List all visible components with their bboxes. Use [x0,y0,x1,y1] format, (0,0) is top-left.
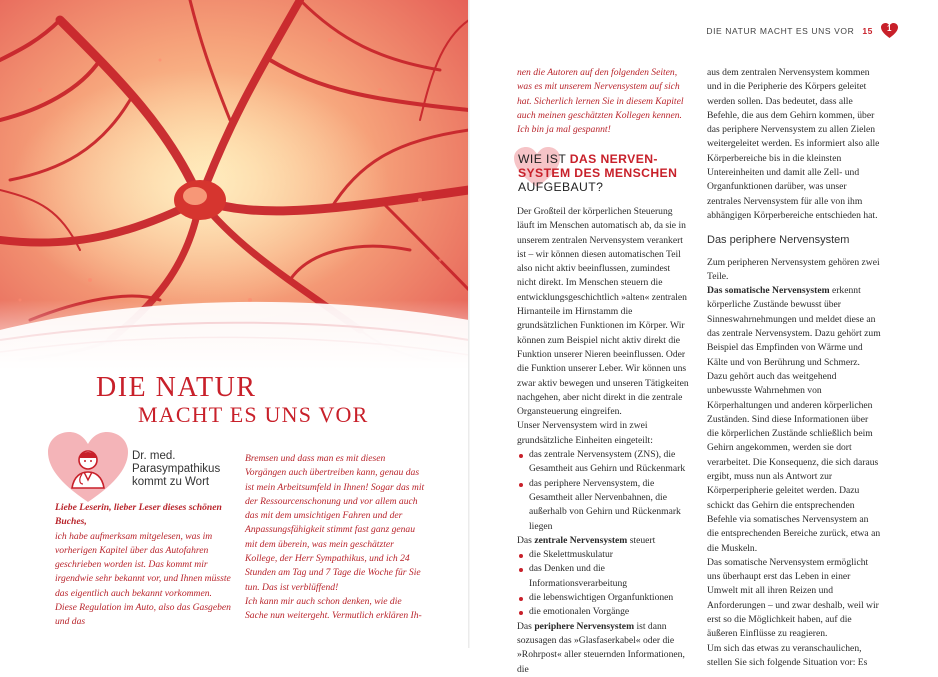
section-heading-pre: WIE IST [518,152,570,166]
list-item: die Skelettmuskulatur [517,548,691,562]
bold-term: periphere Nervensystem [534,620,635,632]
paragraph: Der Großteil der körperlichen Steuerung läuft im Menschen automatisch ab, da sie in unserem zentralen Nervensystem verankert ist – wir können diesen automatischen Teil also nicht aktiv beeinflussen, zumindest nicht direkt. Im Menschen steuern die entwicklungsgeschichtlich »alten« zentralen Hirnanteile im Hirnstamm die grundsätzlichen Funktionen im Körper. Wir können zum Beispiel nicht aktiv direkt die Funktion unserer Nieren beeinflussen. Oder die Funktion unserer Leber. Wir können uns zwar aktiv bewegen und unseren Tätigkeiten nachgehen, aber nicht direkt in die zentrale Organsteuerung eingreifen. [517,206,689,418]
text: Das [517,534,535,546]
speech-column-1 [55,501,235,630]
bold-term: zentrale Nervensystem [534,534,628,546]
bullet-list [517,448,691,534]
paragraph: Zum peripheren Nervensystem gehören zwei Teile. [707,256,880,282]
section-heading [518,152,693,194]
left-page [0,0,469,648]
heart-icon [48,432,128,504]
chapter-title-line1: DIE NATUR [96,372,257,403]
neuron-illustration [0,0,469,370]
paragraph: Um sich das etwas zu veranschaulichen, stellen Sie sich folgende Situation vor: Es [707,642,868,668]
chapter-title-line2: MACHT ES UNS VOR [138,402,369,427]
speech-text-2: Bremsen und dass man es mit diesen Vorgängen auch übertreiben kann, genau das ist mein Arbeitsumfeld in Ihnen! Sogar das mit der Ressourcenschonung und vor allem auch das mit dem umsichtigen Fahren und der Anpassungsfähigkeit stimmt fast ganz genau mit dem überein, was mein geschätzter Kollege, der Herr Sympathikus, und ich 24 Stunden am Tag und 7 Tage die Woche für Sie tun. Das ist verblüffend! [245,453,425,593]
list-item: die emotionalen Vorgänge [517,605,691,619]
subheading: Das periphere Nervensystem [707,234,850,247]
paragraph [707,284,881,556]
byline: Dr. med. Parasympathikus kommt zu Wort [132,450,221,488]
list-item: das zentrale Nervensystem (ZNS), die Gesamtheit aus Gehirn und Rückenmark [517,448,691,477]
page-number: 15 [862,25,873,36]
list-item: die lebenswichtigen Organfunktionen [517,591,691,605]
paragraph [517,620,691,677]
list-item: das periphere Nervensystem, die Gesamtheit aller Nervenbahnen, die außerhalb von Gehirn und Rückenmark liegen [517,477,691,534]
section-heading-bold2: SYSTEM DES MENSCHEN [518,166,678,180]
salutation: Liebe Leserin, lieber Leser dieses schönen Buches, [55,502,222,528]
chapter-badge [881,23,898,38]
speech-text-3: Ich kann mir auch schon denken, wie die Sache nun weitergeht. Vermutlich erklären Ih- [245,595,422,622]
intro-speech-continued: nen die Autoren auf den folgenden Seiten, was es mit unserem Nervensystem auf sich hat. Sicherlich lernen Sie in diesem Kapitel auch meinen geschätzten Kollegen kennen. Ich bin ja mal gespannt! [517,67,684,136]
section-heading-line3: AUFGEBAUT? [518,180,604,194]
list-item: das Denken und die Informationsverarbeitung [517,562,691,591]
text: erkennt körperliche Zustände bewusst über Sinneswahrnehmungen und meldet diese an das zentrale Nervensystem. Dazu gehört zum Beispiel das Empfinden von Wärme und Kälte und von Berührung und Schmerz. Dazu gehört auch das weitgehend unbewusste Wahrnehmen von Körperhaltungen und anderen körperlichen Zuständen. Sind diese Informationen über die körperlichen Zustände schließlich beim Gehirn angekommen, werden sie dort verarbeitet. Die Konsequenz, die sich daraus ergibt, muss nun als Antwort zur Körperperipherie geleitet werden. Dazu schickt das Gehirn die entsprechenden Befehle via somatisches Nervensystem an die entsprechenden Bereiche zurück, etwa an die Muskeln. [707,285,881,554]
text: ist dann sozusagen das »Glasfaserkabel« oder die »Rohrpost« aller steuernden Informationen, die [517,620,685,675]
running-header-text: DIE NATUR MACHT ES UNS VOR [706,25,855,36]
running-header [706,23,898,38]
book-gutter [468,0,470,648]
bold-term: Das somatische Nervensystem [707,285,830,297]
body-column-2 [707,66,881,670]
chapter-number: 1 [886,24,893,33]
speech-text-1: ich habe aufmerksam mitgelesen, was im vorherigen Kapitel über das Autofahren geschrieben worden ist. Das kommt mir irgendwie sehr bekannt vor, und Ihnen müsste das eigentlich auch bekannt vorkommen. Diese Regulation im Auto, also das Gasgeben und das [55,530,231,628]
text: steuert [627,534,656,546]
paragraph: Das somatische Nervensystem ermöglicht uns überhaupt erst das Leben in einer Umwelt mit all ihren Reizen und Anforderungen – und zwar deshalb, weil wir erst so die Möglichkeit haben, auf die äußeren Einflüsse zu reagieren. [707,556,879,640]
text: Das [517,620,535,632]
paragraph [517,534,691,548]
bullet-list [517,548,691,619]
section-heading-line1 [518,152,693,166]
body-column-1 [517,205,691,677]
paragraph: aus dem zentralen Nervensystem kommen und in die Peripherie des Körpers geleitet werden sollen. Das bedeutet, dass alle Befehle, die aus dem Gehirn kommen, über das periphere Nervensystem zu allen Zielen weitergeleitet werden. Es informiert also alle Körperbereiche bis in die kleinsten Untereinheiten und damit alle Zell- und Organfunktionen darüber, was unser zentrales Nervensystem für alle von ihm abhängigen Körperbereiche entschieden hat. [707,67,880,221]
speech-column-2 [245,452,425,624]
paragraph: Unser Nervensystem wird in zwei grundsätzliche Einheiten eingeteilt: [517,420,653,446]
section-heading-line2 [518,166,693,180]
section-heading-bold1: DAS NERVEN- [569,152,658,166]
